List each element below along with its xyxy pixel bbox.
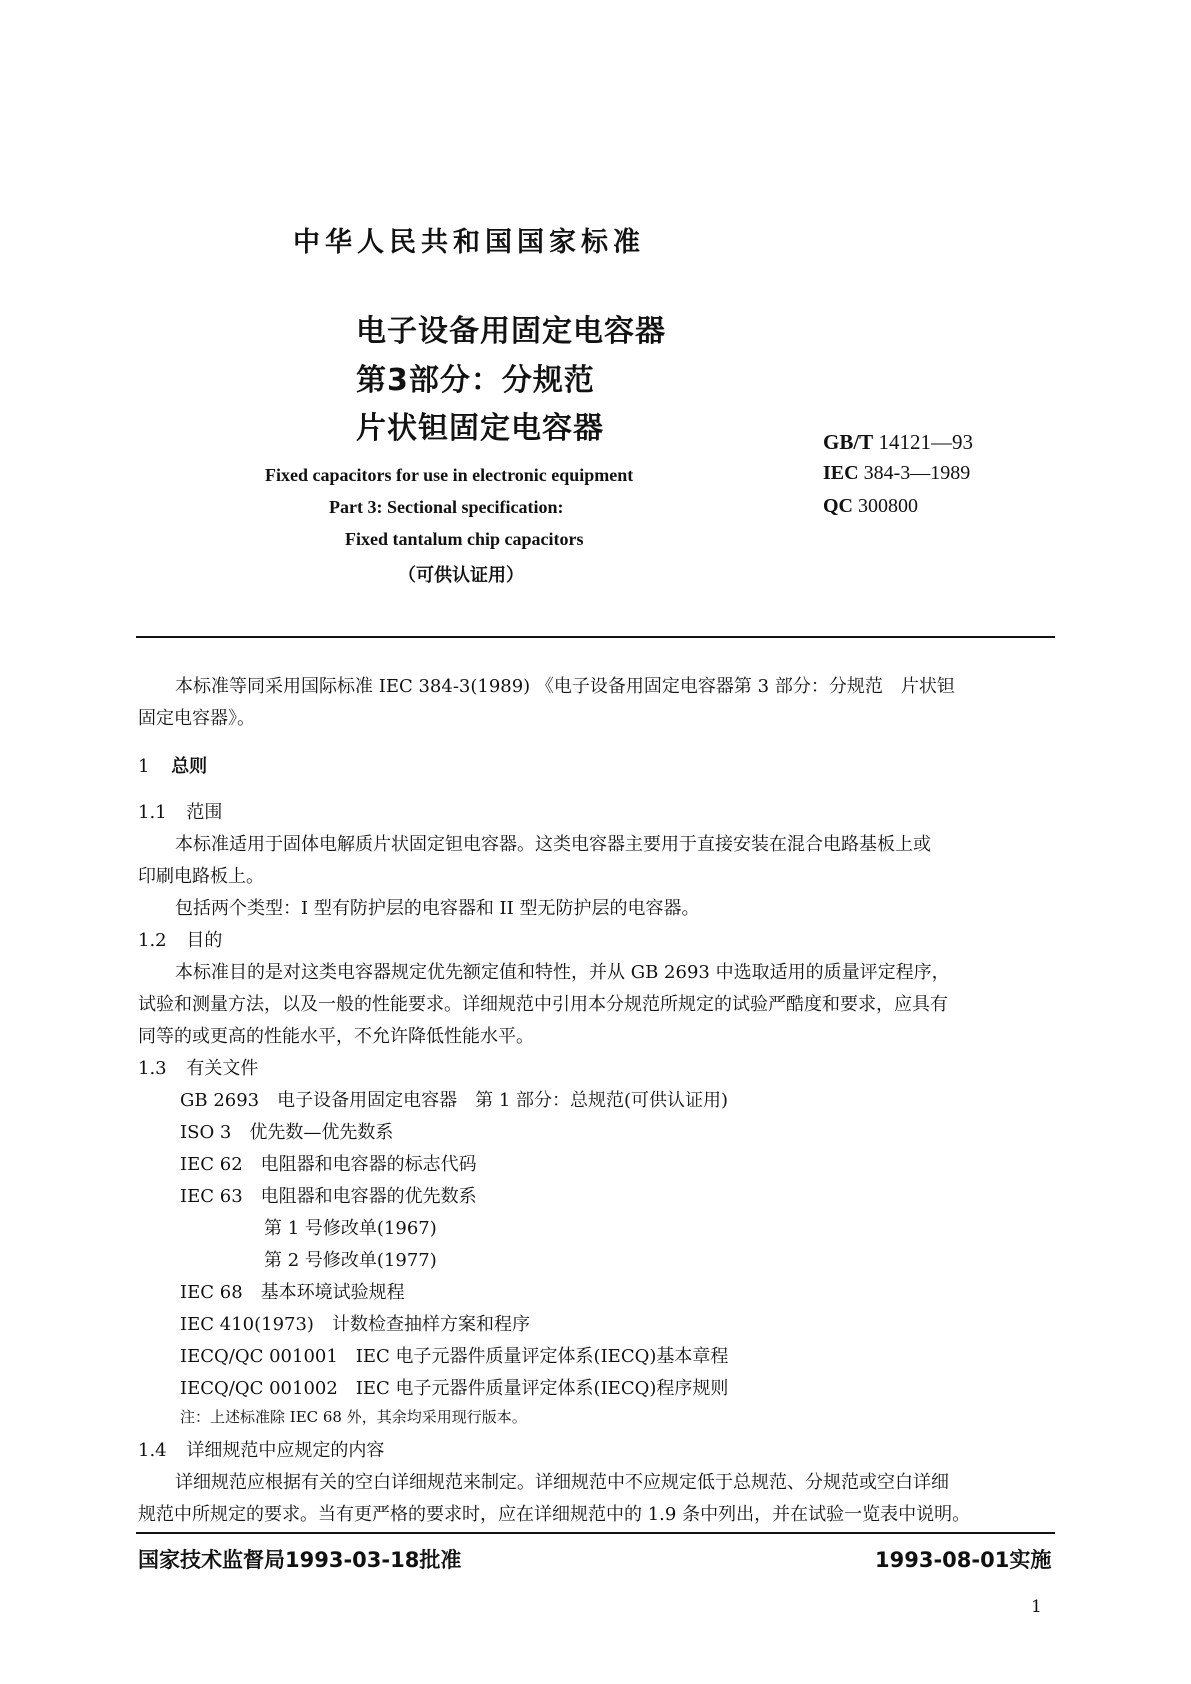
chinese-title-line-2: 第3部分：分规范: [356, 363, 595, 398]
scope-types-line: 包括两个类型：I 型有防护层的电容器和 II 型无防护层的电容器。: [175, 898, 700, 919]
reference-item: 第 1 号修改单(1967): [264, 1218, 437, 1239]
reference-item: IEC 410(1973) 计数检查抽样方案和程序: [180, 1314, 530, 1335]
chinese-title-line-1: 电子设备用固定电容器: [356, 314, 666, 349]
purpose-para-line-1: 本标准目的是对这类电容器规定优先额定值和特性，并从 GB 2693 中选取适用的质量评定程序，: [175, 962, 950, 983]
english-title-line-1: Fixed capacitors for use in electronic equipment: [265, 465, 634, 485]
purpose-para-line-2: 试验和测量方法，以及一般的性能要求。详细规范中引用本分规范所规定的试验严酷度和要求，应具有: [138, 994, 948, 1015]
section-1-4-heading: [138, 1436, 384, 1462]
reference-item: ISO 3 优先数—优先数系: [180, 1122, 394, 1143]
detail-spec-para-line-1: 详细规范应根据有关的空白详细规范来制定。详细规范中不应规定低于总规范、分规范或空白详细: [175, 1472, 949, 1493]
standard-prefix: GB/T: [823, 430, 874, 454]
chinese-title-line-3: 片状钽固定电容器: [356, 411, 604, 446]
section-title: 总则: [171, 756, 208, 777]
section-title: 范围: [186, 802, 223, 823]
effective-date: 1993-08-01实施: [875, 1548, 1052, 1572]
standard-code: 384-3—1989: [863, 462, 971, 484]
section-number: 1.1: [138, 802, 167, 823]
page-number: 1: [1031, 1597, 1042, 1617]
reference-item: IEC 68 基本环境试验规程: [180, 1282, 405, 1303]
reference-item: IECQ/QC 001002 IEC 电子元器件质量评定体系(IECQ)程序规则: [180, 1378, 729, 1399]
footer-divider: [136, 1532, 1055, 1534]
header-divider: [136, 636, 1055, 638]
certification-note: （可供认证用）: [398, 565, 524, 586]
reference-item: 第 2 号修改单(1977): [264, 1250, 437, 1271]
section-1-heading: [138, 752, 207, 778]
scope-para-line-1: 本标准适用于固体电解质片状固定钽电容器。这类电容器主要用于直接安装在混合电路基板上或: [175, 834, 931, 855]
standard-prefix: QC: [823, 495, 853, 517]
section-1-2-heading: [138, 926, 222, 952]
approval-date: 国家技术监督局1993-03-18批准: [138, 1548, 462, 1572]
reference-item: IECQ/QC 001001 IEC 电子元器件质量评定体系(IECQ)基本章程: [180, 1346, 729, 1367]
reference-item: IEC 63 电阻器和电容器的优先数系: [180, 1186, 477, 1207]
purpose-para-line-3: 同等的或更高的性能水平，不允许降低性能水平。: [138, 1026, 534, 1047]
scope-para-line-2: 印刷电路板上。: [138, 866, 264, 887]
detail-spec-para-line-2: 规范中所规定的要求。当有更严格的要求时，应在详细规范中的 1.9 条中列出，并在试验一览表中说明。: [138, 1504, 971, 1525]
reference-note: 注：上述标准除 IEC 68 外，其余均采用现行版本。: [180, 1408, 527, 1426]
english-title-line-2: Part 3: Sectional specification:: [329, 497, 564, 517]
reference-item: IEC 62 电阻器和电容器的标志代码: [180, 1154, 477, 1175]
intro-line-2: 固定电容器》。: [138, 708, 255, 729]
section-number: 1: [138, 756, 150, 777]
standard-number-qc: [823, 495, 918, 518]
section-1-3-heading: [138, 1054, 258, 1080]
section-title: 详细规范中应规定的内容: [186, 1440, 385, 1461]
section-1-1-heading: [138, 798, 222, 824]
national-standard-heading: 中华人民共和国国家标准: [293, 227, 645, 258]
standard-code: 300800: [858, 495, 918, 517]
section-number: 1.2: [138, 930, 167, 951]
section-number: 1.4: [138, 1440, 167, 1461]
english-title-line-3: Fixed tantalum chip capacitors: [345, 529, 584, 549]
standard-code: 14121—93: [878, 430, 973, 454]
section-number: 1.3: [138, 1058, 167, 1079]
standard-number-iec: [823, 462, 970, 485]
section-title: 有关文件: [186, 1058, 259, 1079]
intro-line-1: 本标准等同采用国际标准 IEC 384-3(1989) 《电子设备用固定电容器第 3 部分：分规范 片状钽: [175, 676, 955, 697]
section-title: 目的: [186, 930, 223, 951]
standard-prefix: IEC: [823, 462, 859, 484]
standard-number-gb: [823, 430, 973, 455]
reference-item: GB 2693 电子设备用固定电容器 第 1 部分：总规范(可供认证用): [180, 1090, 729, 1111]
